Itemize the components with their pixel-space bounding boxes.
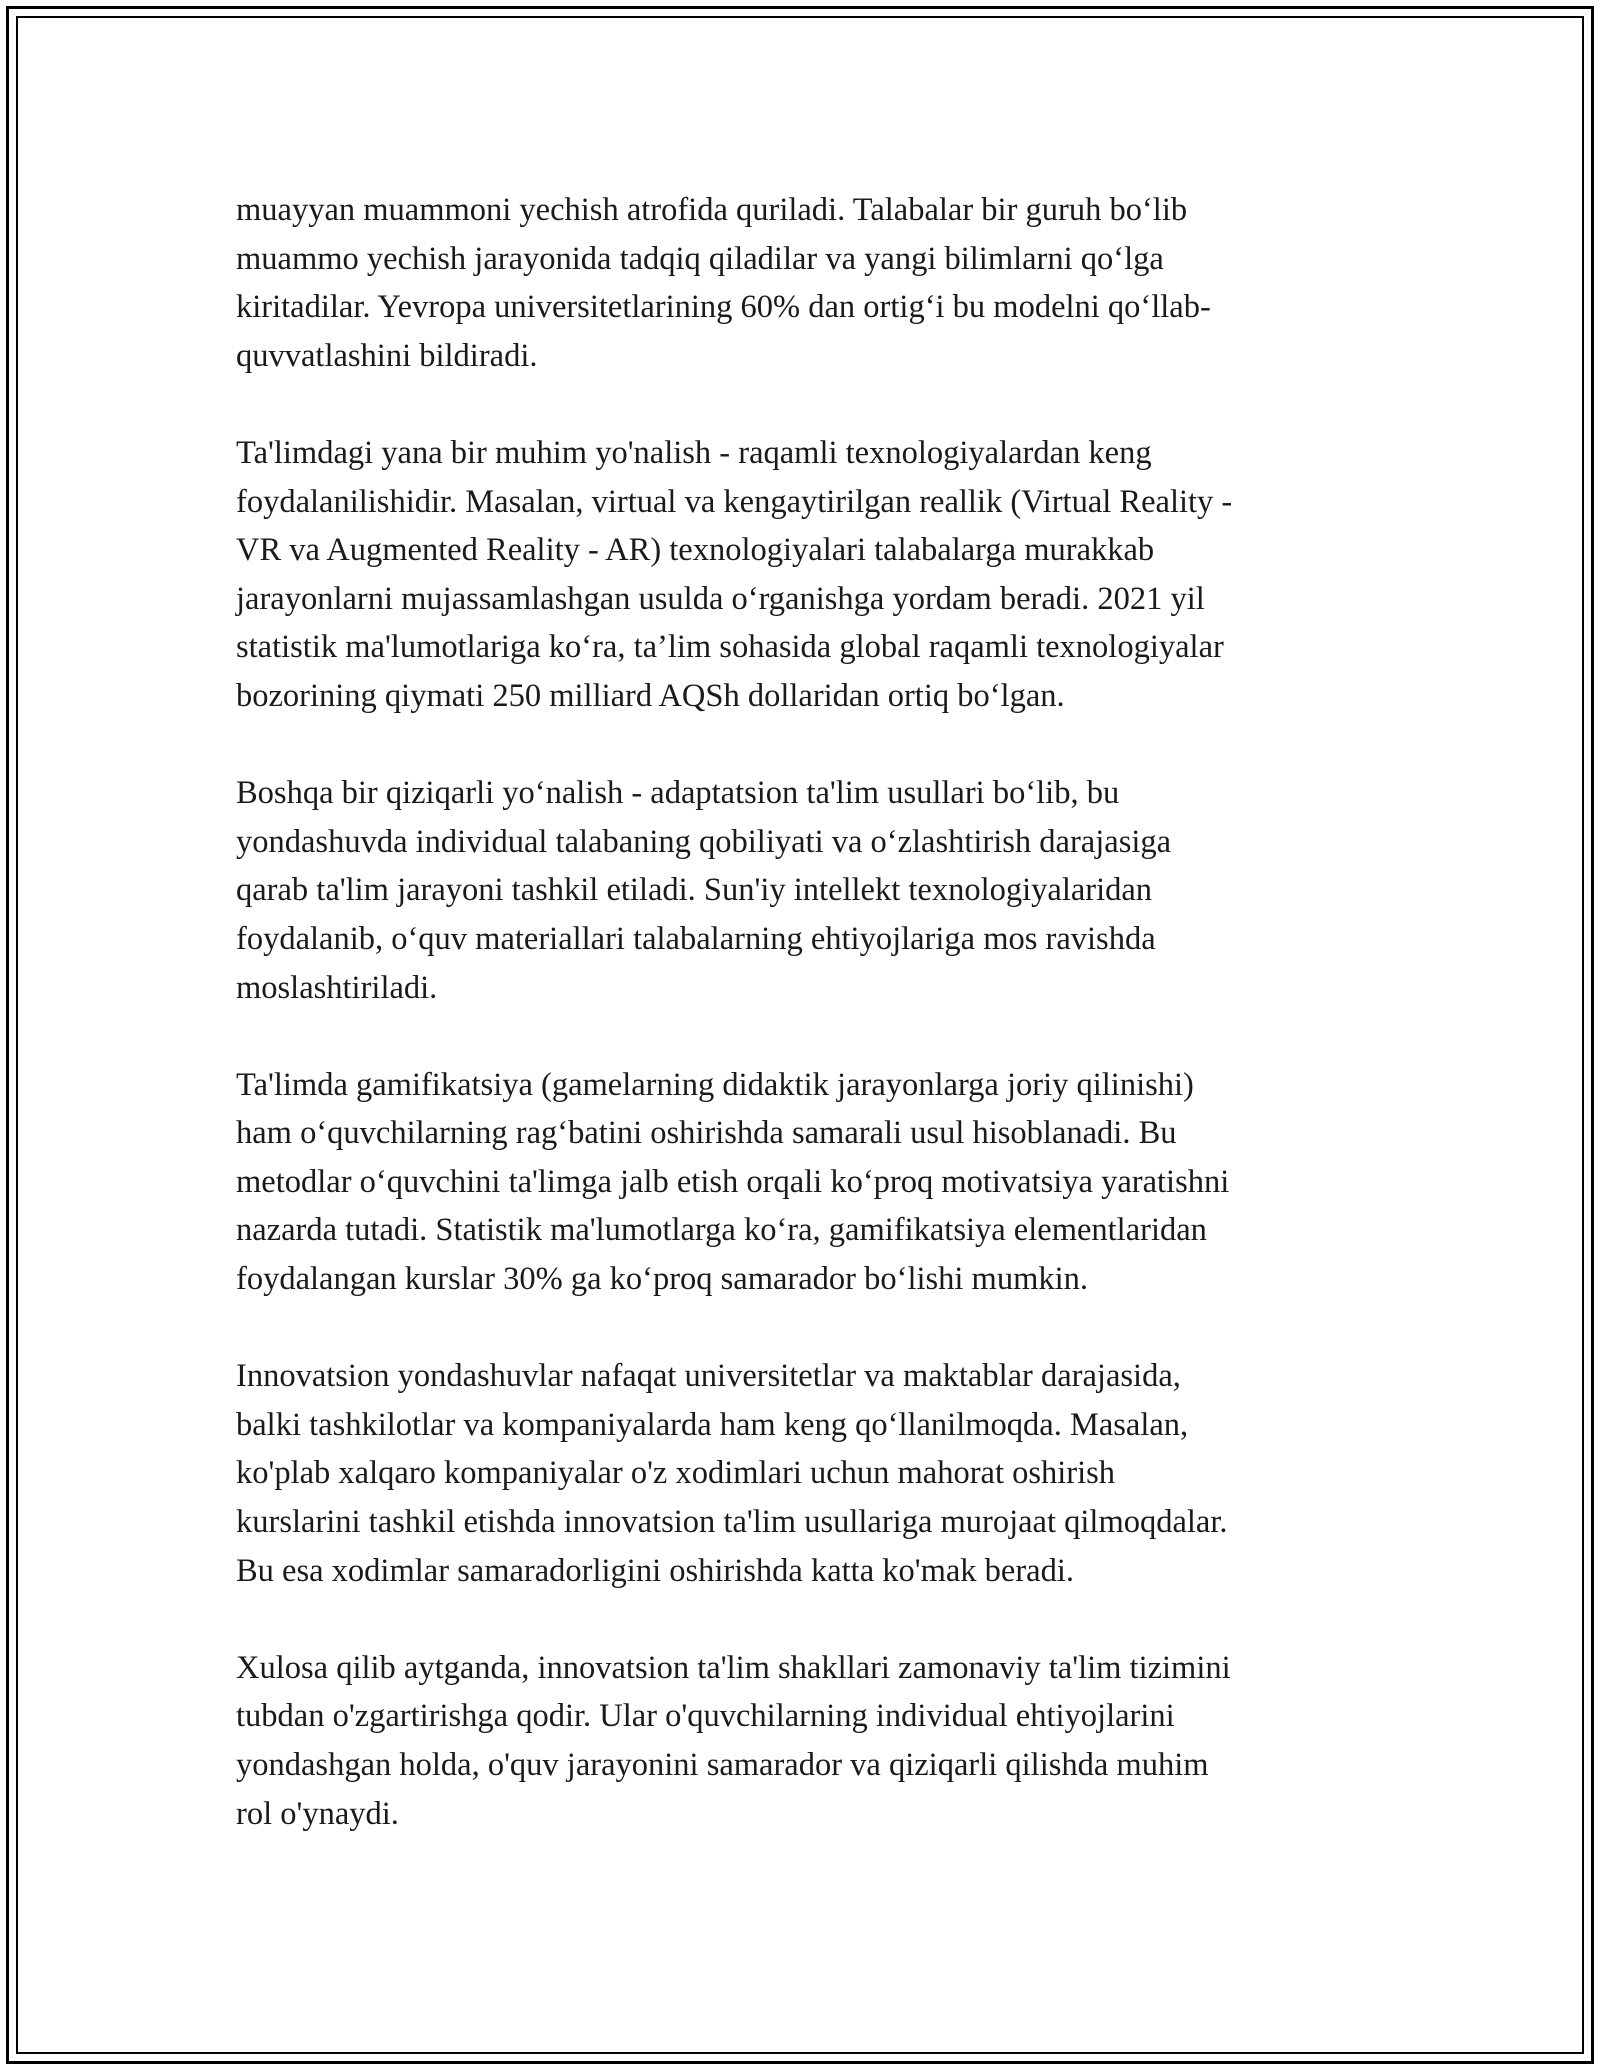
paragraph-gamification [236,1061,1386,1304]
text-line: muammo yechish jarayonida tadqiq qiladilar va yangi bilimlarni qo‘lga [236,240,1164,277]
text-line: Bu esa xodimlar samaradorligini oshirishda katta ko'mak beradi. [236,1552,1075,1589]
text-line: foydalanilishidir. Masalan, virtual va kengaytirilgan reallik (Virtual Reality - [236,483,1233,520]
paragraph-digital-technologies [236,429,1386,721]
paragraph-problem-based-learning [236,186,1386,380]
text-line: Ta'limdagi yana bir muhim yo'nalish - raqamli texnologiyalardan keng [236,434,1152,471]
text-line: statistik ma'lumotlariga ko‘ra, ta’lim sohasida global raqamli texnologiyalar [236,629,1224,666]
text-line: rol o'ynaydi. [236,1795,399,1832]
text-line: yondashgan holda, o'quv jarayonini samarador va qiziqarli qilishda muhim [236,1747,1209,1783]
text-line: muayyan muammoni yechish atrofida quriladi. Talabalar bir guruh bo‘lib [236,192,1188,228]
text-line: Innovatsion yondashuvlar nafaqat universitetlar va maktablar darajasida, [236,1358,1181,1395]
paragraph-corporate-training [236,1352,1386,1595]
text-line: kiritadilar. Yevropa universitetlarining 60% dan ortig‘i bu modelni qo‘llab- [236,289,1211,326]
text-line: jarayonlarni mujassamlashgan usulda o‘rganishga yordam beradi. 2021 yil [236,580,1205,617]
text-line: VR va Augmented Reality - AR) texnologiyalari talabalarga murakkab [236,532,1155,569]
text-line: metodlar o‘quvchini ta'limga jalb etish orqali ko‘proq motivatsiya yaratishni [236,1163,1230,1200]
paragraph-conclusion [236,1644,1386,1838]
text-line: kurslarini tashkil etishda innovatsion ta'lim usullariga murojaat qilmoqdalar. [236,1504,1228,1541]
text-line: balki tashkilotlar va kompaniyalarda ham keng qo‘llanilmoqda. Masalan, [236,1406,1189,1443]
text-line: Boshqa bir qiziqarli yo‘nalish - adaptatsion ta'lim usullari bo‘lib, bu [236,775,1120,812]
text-line: qarab ta'lim jarayoni tashkil etiladi. Sun'iy intellekt texnologiyalaridan [236,872,1153,909]
paragraph-adaptive-learning [236,769,1386,1012]
text-line: nazarda tutadi. Statistik ma'lumotlarga ko‘ra, gamifikatsiya elementlaridan [236,1212,1207,1249]
text-line: moslashtiriladi. [236,969,438,1006]
text-line: ko'plab xalqaro kompaniyalar o'z xodimlari uchun mahorat oshirish [236,1455,1116,1492]
text-line: bozorining qiymati 250 milliard AQSh dollaridan ortiq bo‘lgan. [236,677,1065,714]
text-line: tubdan o'zgartirishga qodir. Ular o'quvchilarning individual ehtiyojlarini [236,1698,1175,1735]
document-body [236,186,1386,1887]
text-line: foydalangan kurslar 30% ga ko‘proq samarador bo‘lishi mumkin. [236,1261,1089,1298]
text-line: ham o‘quvchilarning rag‘batini oshirishda samarali usul hisoblanadi. Bu [236,1115,1177,1152]
text-line: foydalanib, o‘quv materiallari talabalarning ehtiyojlariga mos ravishda [236,920,1156,957]
text-line: yondashuvda individual talabaning qobiliyati va o‘zlashtirish darajasiga [236,823,1172,860]
text-line: Ta'limda gamifikatsiya (gamelarning didaktik jarayonlarga joriy qilinishi) [236,1066,1194,1103]
text-line: Xulosa qilib aytganda, innovatsion ta'lim shakllari zamonaviy ta'lim tizimini [236,1649,1231,1686]
text-line: quvvatlashini bildiradi. [236,337,538,374]
